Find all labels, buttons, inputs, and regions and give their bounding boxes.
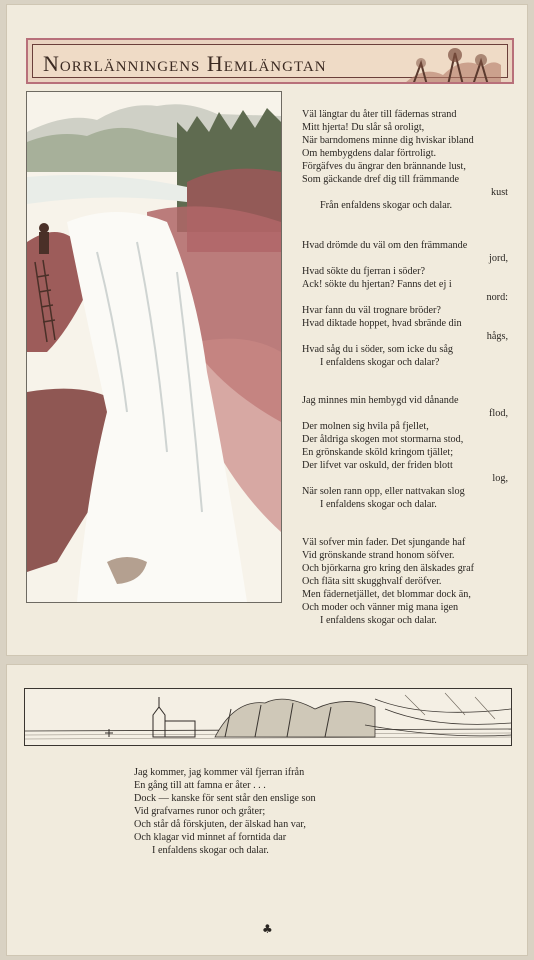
line: Och moder och vänner mig mana igen bbox=[302, 602, 459, 613]
line: Mitt hjerta! Du slår så oroligt, bbox=[302, 122, 425, 133]
refrain-line: I enfaldens skogar och dalar. bbox=[152, 845, 269, 856]
line: Jag kommer, jag kommer väl fjerran ifrån bbox=[134, 767, 305, 778]
line: Förgäfves du ängrar den brännande lust, bbox=[302, 161, 466, 172]
line: Hvad diktade hoppet, hvad sbrände din bbox=[302, 318, 462, 329]
line: kust bbox=[491, 187, 508, 198]
line: En grönskande sköld kringom tjället; bbox=[302, 447, 454, 458]
refrain-line: I enfaldens skogar och dalar. bbox=[320, 499, 437, 510]
page-two bbox=[6, 664, 528, 956]
title-banner-frame bbox=[32, 44, 508, 78]
line: När solen rann opp, eller nattvakan slog bbox=[302, 486, 465, 497]
line: Men fädernetjället, det blommar dock än, bbox=[302, 589, 471, 600]
title-banner bbox=[26, 38, 514, 84]
banner-tree-ornament bbox=[393, 45, 503, 84]
line: Dock — kanske för sent står den enslige son bbox=[134, 793, 316, 804]
poem-title: Norrlänningens Hemlängtan bbox=[43, 51, 327, 76]
line: Hvar fann du väl trognare bröder? bbox=[302, 305, 441, 316]
line: Hvad drömde du väl om den främmande bbox=[302, 240, 468, 251]
line: Som gäckande dref dig till främmande bbox=[302, 174, 460, 185]
line: Hvad såg du i söder, som icke du såg bbox=[302, 344, 453, 355]
line: Och björkarna gro kring den älskades graf bbox=[302, 563, 474, 574]
line: En gång till att famna er åter . . . bbox=[134, 780, 266, 791]
church-landscape-drawing bbox=[25, 689, 511, 745]
refrain-line: I enfaldens skogar och dalar. bbox=[320, 615, 437, 626]
stanza-5 bbox=[134, 766, 434, 857]
line: nord: bbox=[486, 292, 508, 303]
line: Vid grafvarnes runor och gråter; bbox=[134, 806, 266, 817]
page-one bbox=[6, 4, 528, 656]
line: log, bbox=[492, 473, 508, 484]
line: Och fläta sitt skugghvalf deröfver. bbox=[302, 576, 442, 587]
line: Om hembygdens dalar förtroligt. bbox=[302, 148, 437, 159]
line: Der lifvet var oskuld, der friden blott bbox=[302, 460, 453, 471]
stanza-2 bbox=[302, 239, 514, 369]
waterfall-illustration bbox=[26, 91, 282, 603]
waterfall-drawing bbox=[27, 92, 281, 602]
line: Och klagar vid minnet af forntida dar bbox=[134, 832, 287, 843]
line: Ack! sökte du hjertan? Fanns det ej i bbox=[302, 279, 452, 290]
refrain-line: Från enfaldens skogar och dalar. bbox=[320, 200, 453, 211]
line: Väl sofver min fader. Det sjungande haf bbox=[302, 537, 466, 548]
line: Vid grönskande strand honom söfver. bbox=[302, 550, 455, 561]
line: jord, bbox=[489, 253, 508, 264]
stanza-1 bbox=[302, 108, 514, 212]
line: Väl längtar du åter till fädernas strand bbox=[302, 109, 457, 120]
line: hågs, bbox=[486, 331, 508, 342]
refrain-line: I enfaldens skogar och dalar? bbox=[320, 357, 440, 368]
line: Och står då förskjuten, der älskad han var, bbox=[134, 819, 306, 830]
line: Hvad sökte du fjerran i söder? bbox=[302, 266, 426, 277]
line: Jag minnes min hembygd vid dånande bbox=[302, 395, 459, 406]
stanza-3 bbox=[302, 394, 514, 511]
stanza-4 bbox=[302, 536, 514, 627]
line: Der molnen sig hvila på fjellet, bbox=[302, 421, 429, 432]
line: flod, bbox=[489, 408, 508, 419]
landscape-vignette bbox=[24, 688, 512, 746]
line: Der åldriga skogen mot stormarna stod, bbox=[302, 434, 464, 445]
club-ornament-icon: ♣ bbox=[262, 922, 273, 936]
line: När barndomens minne dig hviskar ibland bbox=[302, 135, 474, 146]
